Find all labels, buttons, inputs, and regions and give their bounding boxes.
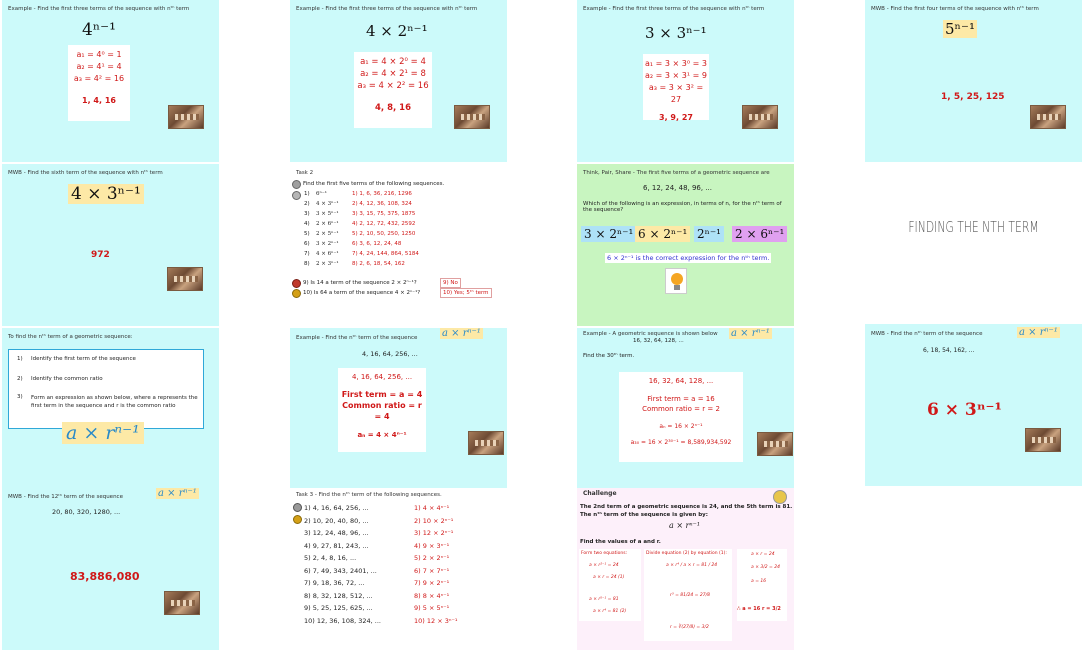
option-3[interactable]: 2ⁿ⁻¹ [694, 226, 724, 242]
general-formula: a × rⁿ⁻¹ [731, 328, 770, 339]
task-answer: 6) 3, 6, 12, 24, 48 [352, 241, 402, 247]
general-formula: a × rⁿ⁻¹ [1019, 327, 1058, 338]
task-question: 1) 4, 16, 64, 256, ... [304, 504, 369, 512]
task-question: 5) 2, 4, 8, 16, ... [304, 554, 357, 562]
final-answer: ∴ a = 16 r = 3/2 [737, 606, 781, 612]
step-text: Identify the first term of the sequence [31, 356, 136, 362]
slide-heading: Example - Find the first three terms of the sequence with nᵗʰ term [583, 6, 765, 12]
question-9: 9) Is 14 a term of the sequence 2 × 2ⁿ⁻¹? [303, 280, 417, 286]
silver-medal-icon [292, 180, 301, 189]
question: Which of the following is an expression, in terms of n, for the nᵗʰ term of the sequence? [583, 201, 782, 213]
task-question: 8) 8, 32, 128, 512, ... [304, 591, 373, 600]
title: FINDING THE NTH TERM [908, 218, 1039, 236]
line: a₃ = 3 × 3² = 27 [648, 83, 704, 104]
sequence: 16, 32, 64, 128, ... [633, 338, 684, 344]
task-number: 5) [304, 231, 310, 237]
task-answer: 4) 2, 12, 72, 432, 2592 [352, 221, 416, 227]
task-answer: 2) 4, 12, 36, 108, 324 [352, 201, 412, 207]
answer: 1, 5, 25, 125 [941, 92, 1005, 102]
slide-4 [865, 0, 1082, 162]
task-answer: 6) 7 × 7ⁿ⁻¹ [414, 566, 450, 575]
line: a₂ = 3 × 3¹ = 9 [645, 71, 707, 80]
task-answer: 8) 2, 6, 18, 54, 162 [352, 261, 405, 267]
answer: 3, 9, 27 [659, 113, 693, 122]
steps-box [8, 349, 204, 429]
task-answer: 7) 9 × 2ⁿ⁻¹ [414, 579, 450, 587]
task-question: 2 × 3ⁿ⁻¹ [316, 261, 339, 267]
challenge-text: The nᵗʰ term of the sequence is given by: [580, 512, 708, 518]
slide-heading: Example - Find the nᵗʰ term of the sequence [296, 335, 418, 341]
gold-medal-icon [292, 289, 301, 298]
line: aₙ = 16 × 2ⁿ⁻¹ [659, 423, 703, 430]
answer-box [354, 52, 432, 128]
formula: 4ⁿ⁻¹ [82, 20, 116, 40]
task-answer: 7) 4, 24, 144, 864, 5184 [352, 251, 419, 257]
task-answer: 3) 12 × 2ⁿ⁻¹ [414, 529, 454, 537]
line: a₃ = 4² = 16 [73, 74, 125, 83]
formula: 3 × 3ⁿ⁻¹ [645, 24, 707, 42]
line: Common ratio = r = 4 [342, 401, 422, 421]
slide-3 [577, 0, 794, 162]
step-2-box [644, 549, 732, 641]
slide-heading: Task 2 [296, 170, 314, 176]
video-thumbnail[interactable] [1025, 428, 1061, 452]
slide-heading: MWB - Find the sixth term of the sequence with nᵗʰ term [8, 170, 163, 176]
answer: 6 × 3ⁿ⁻¹ [927, 400, 1002, 420]
task-question: 10) 12, 36, 108, 324, ... [304, 616, 381, 625]
slide-heading: MWB - Find the 12ᵗʰ term of the sequence [8, 494, 123, 500]
line: a₂ = 4¹ = 4 [76, 62, 122, 71]
video-thumbnail[interactable] [164, 591, 200, 615]
slide-12 [865, 324, 1082, 486]
task-answer: 4) 9 × 3ⁿ⁻¹ [414, 541, 450, 550]
video-thumbnail[interactable] [1030, 105, 1066, 129]
task-answer: 10) 12 × 3ⁿ⁻¹ [414, 616, 458, 625]
solution-box [619, 372, 743, 462]
general-formula: a × rⁿ⁻¹ [442, 328, 481, 339]
line: a₁ = 3 × 3⁰ = 3 [645, 59, 707, 68]
line: 16, 32, 64, 128, ... [648, 377, 714, 385]
video-thumbnail[interactable] [468, 431, 504, 455]
answer: 1, 4, 16 [82, 96, 116, 105]
medal-icon [773, 490, 787, 504]
question-10: 10) Is 64 a term of the sequence 4 × 2ⁿ⁻¹? [303, 290, 421, 296]
slide-1 [2, 0, 219, 162]
sequence: 6, 12, 24, 48, 96, ... [643, 184, 713, 192]
answer-9: 9) No [440, 278, 461, 288]
slide-heading: Task 3 - Find the nᵗʰ term of the following sequences. [296, 492, 442, 498]
slide-heading: Example - A geometric sequence is shown below [583, 331, 718, 337]
video-thumbnail[interactable] [742, 105, 778, 129]
video-thumbnail[interactable] [757, 432, 793, 456]
slide-2 [290, 0, 507, 162]
slide-8 [865, 164, 1082, 326]
answer: 4, 8, 16 [374, 103, 412, 113]
slide-13 [2, 488, 219, 650]
slide-11 [577, 328, 794, 490]
answer-10: 10) Yes; 5ᵗʰ term [440, 288, 492, 298]
task-number: 7) [304, 251, 310, 257]
option-2[interactable]: 6 × 2ⁿ⁻¹ [635, 226, 690, 242]
ribbon-medal-icon [292, 279, 301, 288]
line: a₃₀ = 16 × 2³⁰⁻¹ = 8,589,934,592 [630, 439, 732, 446]
question: Find the values of a and r. [580, 539, 661, 545]
task-answer: 2) 10 × 2ⁿ⁻¹ [414, 516, 454, 525]
equation: r = ∛(27/8) = 3/2 [670, 625, 709, 630]
equation: a × r = 24 (1) [593, 575, 625, 580]
sequence: 6, 18, 54, 162, ... [923, 347, 975, 354]
step-text: Identify the common ratio [31, 376, 103, 382]
question: Find the 30ᵗʰ term. [583, 353, 635, 359]
video-thumbnail[interactable] [454, 105, 490, 129]
formula: 4 × 2ⁿ⁻¹ [366, 22, 428, 40]
line: Common ratio = r = 2 [642, 405, 720, 413]
step-text: Form an expression as shown below, where a represents the first term in the sequence and r is the common ratio [31, 395, 198, 409]
equation: a × 3/2 = 24 [751, 565, 780, 570]
video-thumbnail[interactable] [168, 105, 204, 129]
task-answer: 1) 4 × 4ⁿ⁻¹ [414, 504, 450, 512]
slide-10 [290, 328, 507, 490]
task-question: 3 × 5ⁿ⁻¹ [316, 211, 339, 217]
task-question: 2 × 6ⁿ⁻¹ [316, 221, 339, 227]
equation: a × r⁴ / a × r = 81 / 24 [666, 563, 718, 568]
solution-box [338, 368, 426, 452]
task-question: 2 × 5ⁿ⁻¹ [316, 231, 339, 237]
task-answer: 5) 2, 10, 50, 250, 1250 [352, 231, 416, 237]
gold-medal-icon [293, 515, 302, 524]
silver-medal-icon [292, 191, 301, 200]
answer-box [643, 54, 709, 120]
slide-heading: To find the nᵗʰ term of a geometric sequence: [8, 334, 133, 340]
slide-6 [290, 164, 507, 326]
equation: r³ = 81/24 = 27/8 [670, 593, 710, 598]
line: 4, 16, 64, 256, ... [351, 373, 413, 381]
task-answer: 3) 3, 15, 75, 375, 1875 [352, 211, 416, 217]
task-number: 1) [304, 191, 310, 197]
slide-15 [577, 488, 794, 650]
equation: a × r⁴ = 81 (2) [593, 609, 627, 614]
line: a₂ = 4 × 2¹ = 8 [360, 69, 426, 79]
task-answer: 5) 2 × 2ⁿ⁻¹ [414, 554, 450, 562]
equation: a = 16 [751, 579, 767, 584]
slide-14 [290, 488, 507, 650]
line: aₙ = 4 × 4ⁿ⁻¹ [357, 431, 407, 439]
task-number: 8) [304, 261, 310, 267]
option-4[interactable]: 2 × 6ⁿ⁻¹ [732, 226, 787, 242]
task-answer: 8) 8 × 4ⁿ⁻¹ [414, 591, 450, 600]
task-question: 4) 9, 27, 81, 243, ... [304, 541, 369, 550]
step-number: 3) [17, 394, 23, 400]
line: a₁ = 4⁰ = 1 [76, 50, 122, 59]
general-formula: a × rⁿ⁻¹ [158, 488, 197, 499]
slide-heading: Challenge [583, 490, 617, 497]
task-question: 6ⁿ⁻¹ [316, 191, 327, 197]
sequence: 4, 16, 64, 256, ... [362, 350, 418, 358]
general-formula: a × rⁿ⁻¹ [62, 422, 144, 444]
step-1-box [579, 549, 641, 621]
formula: 4 × 3ⁿ⁻¹ [68, 184, 144, 204]
answer: 972 [91, 250, 110, 260]
step-number: 2) [17, 376, 23, 382]
formula: 5ⁿ⁻¹ [945, 20, 975, 38]
task-question: 7) 9, 18, 36, 72, ... [304, 579, 365, 587]
sequence: 20, 80, 320, 1280, ... [52, 508, 121, 516]
slide-heading: Example - Find the first three terms of the sequence with nᵗʰ term [8, 6, 190, 12]
lightbulb-icon [665, 268, 687, 294]
step-number: 1) [17, 356, 23, 362]
slide-heading: Example - Find the first three terms of the sequence with nᵗʰ term [296, 6, 478, 12]
slide-7 [577, 164, 794, 326]
task-question: 6) 7, 49, 343, 2401, ... [304, 566, 377, 575]
line: a₃ = 4 × 2² = 16 [357, 81, 429, 91]
step-heading: Divide equation (2) by equation (1): [646, 551, 727, 556]
task-question: 4 × 3ⁿ⁻¹ [316, 201, 339, 207]
answer: 6 × 2ⁿ⁻¹ is the correct expression for the nᵗʰ term. [607, 254, 770, 262]
equation: a × r⁵⁻¹ = 81 [589, 597, 619, 602]
task-answer: 9) 5 × 5ⁿ⁻¹ [414, 604, 450, 612]
line: a₁ = 4 × 2⁰ = 4 [360, 57, 426, 67]
video-thumbnail[interactable] [167, 267, 203, 291]
equation: a × r = 24 [751, 552, 775, 557]
task-intro: Find the first five terms of the following sequences. [303, 181, 445, 187]
answer: 83,886,080 [70, 570, 140, 583]
slide-heading: Think, Pair, Share - The first five terms of a geometric sequence are [583, 170, 770, 176]
task-question: 4 × 6ⁿ⁻¹ [316, 251, 339, 257]
task-number: 4) [304, 221, 310, 227]
challenge-text: The 2nd term of a geometric sequence is 24, and the 5th term is 81. [580, 504, 793, 510]
task-number: 3) [304, 211, 310, 217]
task-question: 2) 10, 20, 40, 80, ... [304, 516, 369, 525]
general-formula: a × rⁿ⁻¹ [669, 521, 701, 530]
slide-9 [2, 328, 219, 490]
line: First term = a = 4 [341, 390, 423, 399]
equation: a × r²⁻¹ = 24 [589, 563, 619, 568]
task-answer: 1) 1, 6, 36, 216, 1296 [352, 191, 412, 197]
option-1[interactable]: 3 × 2ⁿ⁻¹ [581, 226, 636, 242]
silver-medal-icon [293, 503, 302, 512]
answer-box [68, 45, 130, 121]
task-question: 9) 5, 25, 125, 625, ... [304, 604, 373, 612]
slide-heading: MWB - Find the first four terms of the sequence with nᵗʰ term [871, 6, 1039, 12]
step-heading: Form two equations: [581, 551, 628, 556]
slide-heading: MWB - Find the nᵗʰ term of the sequence [871, 331, 983, 337]
task-number: 6) [304, 241, 310, 247]
slide-5 [2, 164, 219, 326]
line: First term = a = 16 [647, 395, 715, 403]
task-question: 3) 12, 24, 48, 96, ... [304, 529, 369, 537]
task-question: 3 × 2ⁿ⁻¹ [316, 241, 339, 247]
task-number: 2) [304, 201, 310, 207]
